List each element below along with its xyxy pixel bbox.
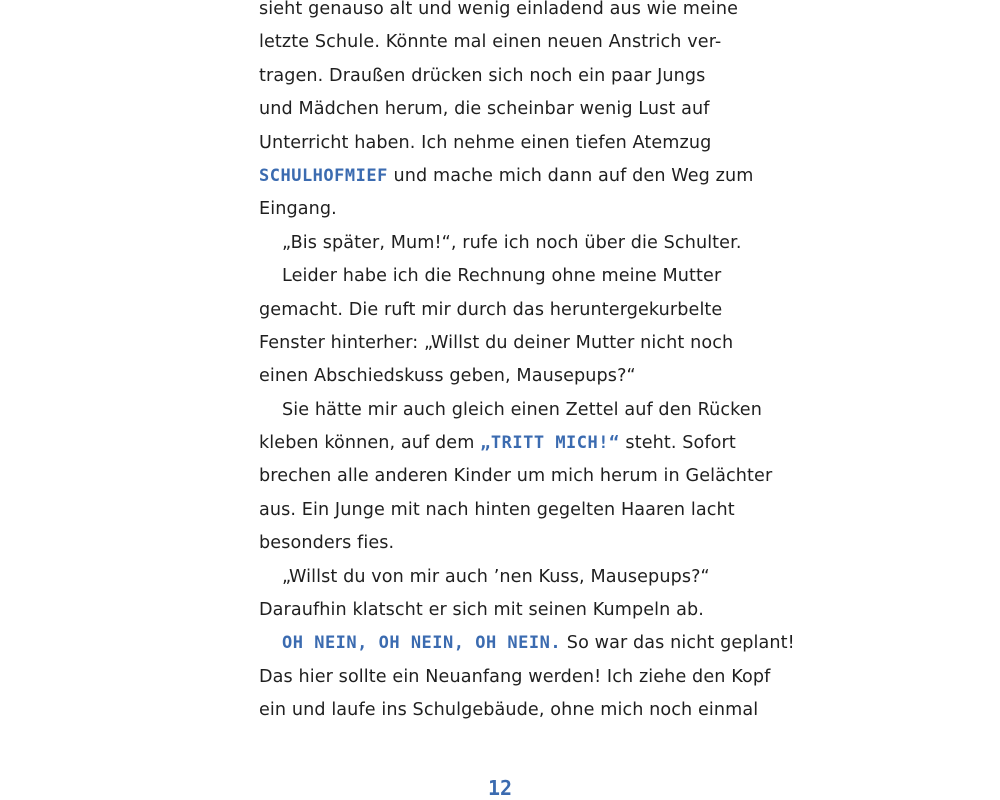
text-line: brechen alle anderen Kinder um mich herum in Gelächter xyxy=(259,466,773,487)
text-line xyxy=(259,427,759,460)
accent-phrase: „TRITT MICH!“ xyxy=(480,433,620,454)
text-line xyxy=(259,160,759,193)
text-line: sieht genauso alt und wenig einladend aus wie meine xyxy=(259,0,739,19)
text-segment: kleben können, auf dem xyxy=(259,433,481,454)
text-line: Unterricht haben. Ich nehme einen tiefen Atemzug xyxy=(259,132,712,153)
text-segment: So war das nicht geplant! xyxy=(561,633,795,654)
text-line: „Bis später, Mum!“, rufe ich noch über die Schulter. xyxy=(282,232,742,253)
text-line: Das hier sollte ein Neuanfang werden! Ich ziehe den Kopf xyxy=(259,666,771,687)
text-line: besonders fies. xyxy=(259,533,395,554)
text-line: einen Abschiedskuss geben, Mausepups?“ xyxy=(259,366,636,387)
text-line: Sie hätte mir auch gleich einen Zettel auf den Rücken xyxy=(282,399,762,420)
body-text xyxy=(259,0,795,728)
page-number: 12 xyxy=(487,776,513,800)
text-line xyxy=(259,627,795,660)
accent-word: SCHULHOFMIEF xyxy=(259,165,388,186)
text-line: Leider habe ich die Rechnung ohne meine Mutter xyxy=(282,266,722,287)
text-line: Daraufhin klatscht er sich mit seinen Kumpeln ab. xyxy=(259,600,704,621)
text-line: „Willst du von mir auch ’nen Kuss, Mausepups?“ xyxy=(282,566,710,587)
text-line: tragen. Draußen drücken sich noch ein paar Jungs xyxy=(259,65,706,86)
text-line: aus. Ein Junge mit nach hinten gegelten Haaren lacht xyxy=(259,499,735,520)
text-segment: steht. Sofort xyxy=(619,433,736,454)
text-line: Fenster hinterher: „Willst du deiner Mutter nicht noch xyxy=(259,332,734,353)
text-line: gemacht. Die ruft mir durch das heruntergekurbelte xyxy=(259,299,723,320)
text-line: ein und laufe ins Schulgebäude, ohne mich noch einmal xyxy=(259,700,759,721)
text-line: Eingang. xyxy=(259,199,337,220)
text-segment: und mache mich dann auf den Weg zum xyxy=(387,165,754,186)
text-line: und Mädchen herum, die scheinbar wenig Lust auf xyxy=(259,99,710,120)
accent-phrase: OH NEIN, OH NEIN, OH NEIN. xyxy=(282,633,562,654)
text-line: letzte Schule. Könnte mal einen neuen Anstrich ver- xyxy=(259,32,722,53)
